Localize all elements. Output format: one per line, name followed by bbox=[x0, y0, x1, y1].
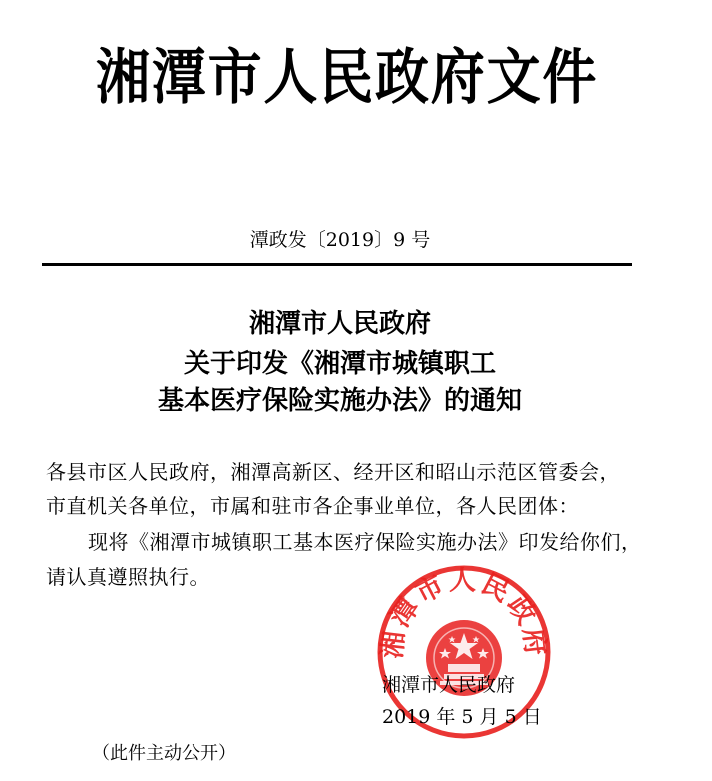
disclosure-note: （此件主动公开） bbox=[92, 743, 236, 764]
body-paragraph-line-1: 现将《湘潭市城镇职工基本医疗保险实施办法》印发给你们， bbox=[88, 530, 642, 554]
addressee-line-1: 各县市区人民政府，湘潭高新区、经开区和昭山示范区管委会， bbox=[46, 460, 620, 484]
header-divider bbox=[42, 263, 632, 266]
notice-title-line-1: 湘潭市人民政府 bbox=[248, 309, 431, 339]
notice-title-line-3: 基本医疗保险实施办法》的通知 bbox=[157, 386, 522, 416]
svg-text:湘潭市人民政府: 湘潭市人民政府 bbox=[376, 565, 552, 661]
body-paragraph-line-2: 请认真遵照执行。 bbox=[46, 565, 210, 589]
notice-title-line-2: 关于印发《湘潭市城镇职工 bbox=[183, 349, 496, 379]
addressee-line-2: 市直机关各单位，市属和驻市各企事业单位，各人民团体： bbox=[46, 494, 579, 518]
signing-authority: 湘潭市人民政府 bbox=[382, 674, 516, 696]
document-header-title: 湘潭市人民政府文件 bbox=[96, 43, 599, 113]
document-number: 潭政发〔2019〕9 号 bbox=[249, 229, 431, 251]
signing-date: 2019 年 5 月 5 日 bbox=[382, 706, 542, 728]
